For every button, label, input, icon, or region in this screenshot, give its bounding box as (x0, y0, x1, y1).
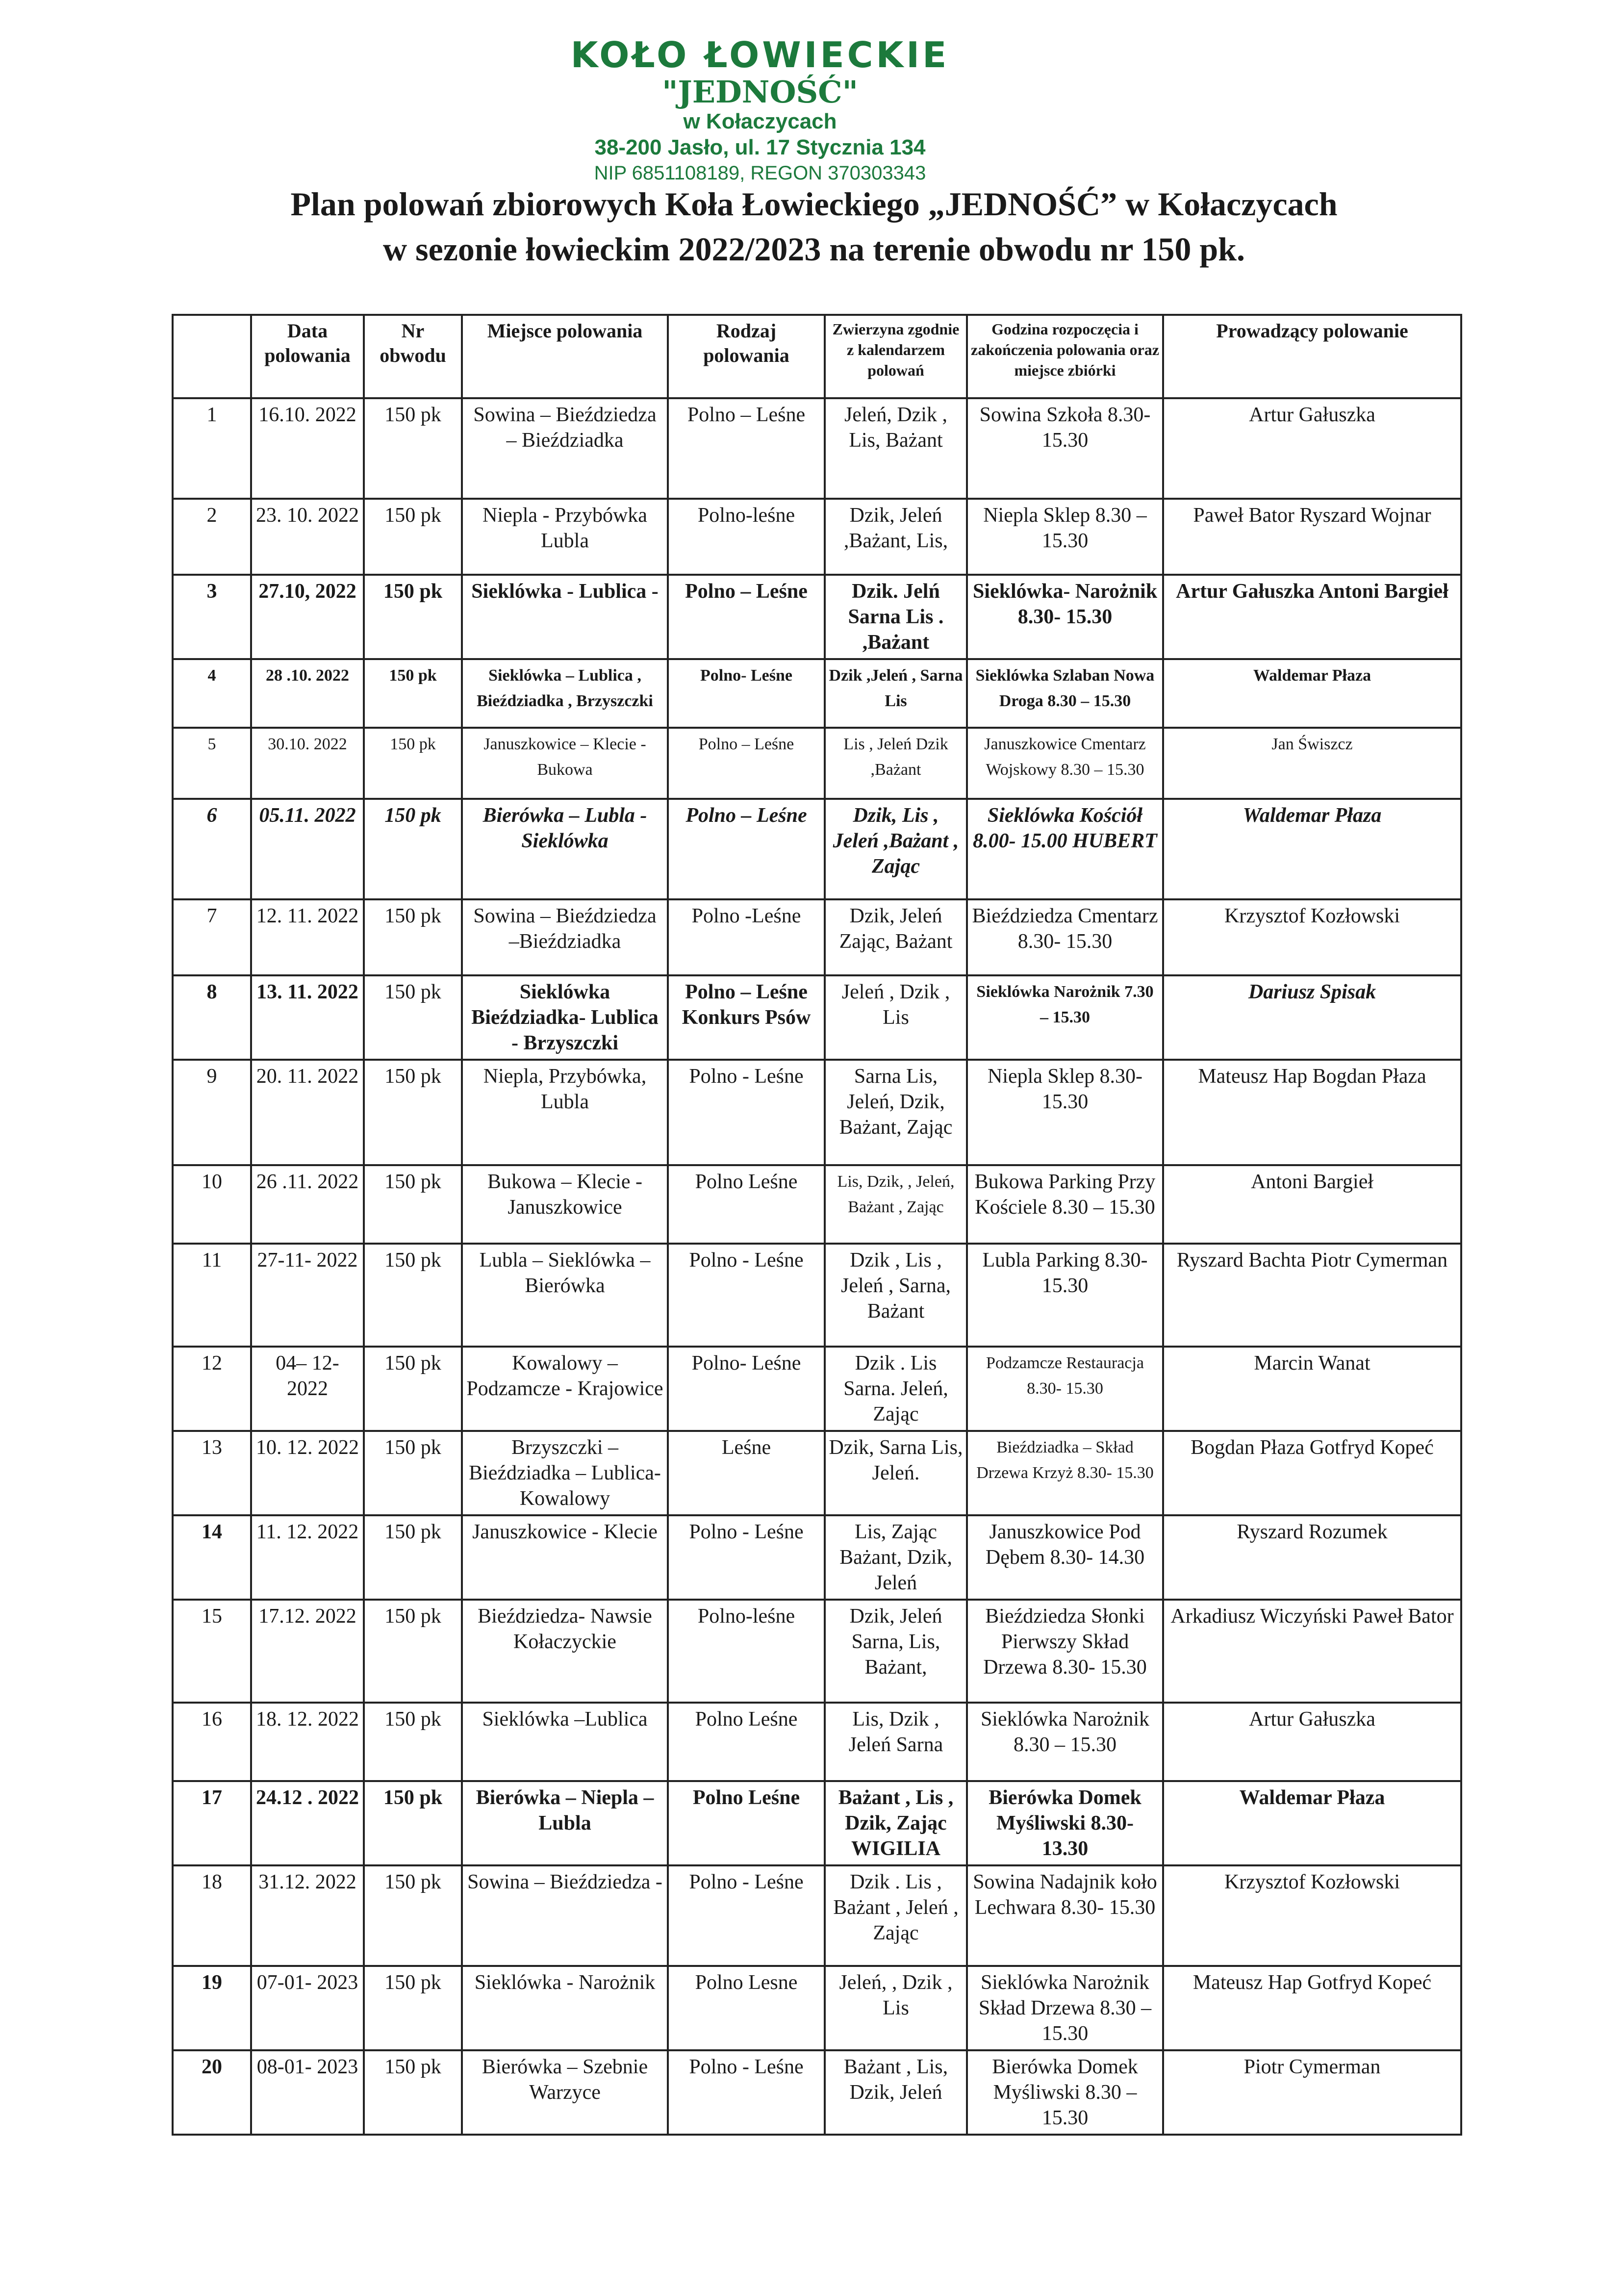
cell-time: Sieklówka- Narożnik 8.30- 15.30 (967, 575, 1163, 659)
cell-lp: 12 (173, 1347, 251, 1431)
table-row (173, 575, 1461, 659)
cell-type: Polno-leśne (668, 1600, 825, 1703)
cell-district: 150 pk (364, 1865, 462, 1966)
header-date: Data polowania (251, 315, 364, 398)
cell-place: Januszkowice – Klecie - Bukowa (462, 728, 668, 799)
cell-district: 150 pk (364, 975, 462, 1060)
cell-place: Niepla, Przybówka, Lubla (462, 1060, 668, 1165)
cell-place: Sieklówka Bieździadka- Lublica - Brzyszczki (462, 975, 668, 1060)
cell-time: Podzamcze Restauracja 8.30- 15.30 (967, 1347, 1163, 1431)
cell-place: Brzyszczki – Bieździadka – Lublica- Kowalowy (462, 1431, 668, 1515)
cell-time: Sieklówka Kościół 8.00- 15.00 HUBERT (967, 799, 1163, 899)
cell-lp: 4 (173, 659, 251, 728)
cell-date: 11. 12. 2022 (251, 1515, 364, 1600)
cell-district: 150 pk (364, 2050, 462, 2135)
cell-district: 150 pk (364, 1781, 462, 1865)
title-line-1: Plan polowań zbiorowych Koła Łowieckiego „JEDNOŚĆ” w Kołaczycach (290, 185, 1338, 223)
header-game: Zwierzyna zgodnie z kalendarzem polowań (825, 315, 967, 398)
cell-game: Sarna Lis, Jeleń, Dzik, Bażant, Zając (825, 1060, 967, 1165)
cell-type: Polno – Leśne (668, 398, 825, 499)
stamp-club-title: "JEDNOŚĆ" (662, 74, 858, 110)
cell-lp: 19 (173, 1966, 251, 2050)
cell-place: Bierówka – Szebnie Warzyce (462, 2050, 668, 2135)
cell-date: 20. 11. 2022 (251, 1060, 364, 1165)
table-row (173, 899, 1461, 975)
cell-leader: Piotr Cymerman (1163, 2050, 1461, 2135)
cell-leader: Mateusz Hap Gotfryd Kopeć (1163, 1966, 1461, 2050)
cell-district: 150 pk (364, 1060, 462, 1165)
table-row (173, 1165, 1461, 1244)
cell-district: 150 pk (364, 1431, 462, 1515)
cell-leader: Krzysztof Kozłowski (1163, 899, 1461, 975)
table-row (173, 728, 1461, 799)
cell-leader: Artur Gałuszka (1163, 398, 1461, 499)
cell-game: Dzik . Lis Sarna. Jeleń, Zając (825, 1347, 967, 1431)
cell-date: 13. 11. 2022 (251, 975, 364, 1060)
cell-time: Niepla Sklep 8.30- 15.30 (967, 1060, 1163, 1165)
cell-time: Sieklówka Narożnik 8.30 – 15.30 (967, 1703, 1163, 1781)
cell-game: Jeleń, , Dzik , Lis (825, 1966, 967, 2050)
cell-type: Polno -Leśne (668, 899, 825, 975)
hunt-schedule-table (172, 314, 1462, 2136)
cell-game: Dzik, Lis , Jeleń ,Bażant , Zając (825, 799, 967, 899)
cell-place: Sieklówka - Narożnik (462, 1966, 668, 2050)
cell-date: 26 .11. 2022 (251, 1165, 364, 1244)
table-row (173, 1515, 1461, 1600)
cell-district: 150 pk (364, 1165, 462, 1244)
cell-type: Polno – Leśne (668, 799, 825, 899)
cell-type: Polno Leśne (668, 1165, 825, 1244)
cell-type: Polno- Leśne (668, 1347, 825, 1431)
cell-place: Bierówka – Niepla – Lubla (462, 1781, 668, 1865)
cell-game: Lis , Jeleń Dzik ,Bażant (825, 728, 967, 799)
cell-game: Dzik , Lis , Jeleń , Sarna, Bażant (825, 1244, 967, 1347)
cell-lp: 8 (173, 975, 251, 1060)
cell-game: Jeleń, Dzik , Lis, Bażant (825, 398, 967, 499)
cell-date: 16.10. 2022 (251, 398, 364, 499)
cell-date: 18. 12. 2022 (251, 1703, 364, 1781)
cell-time: Sieklówka Narożnik Skład Drzewa 8.30 – 15.30 (967, 1966, 1163, 2050)
cell-game: Dzik. Jelń Sarna Lis . ,Bażant (825, 575, 967, 659)
cell-district: 150 pk (364, 799, 462, 899)
cell-lp: 3 (173, 575, 251, 659)
cell-leader: Krzysztof Kozłowski (1163, 1865, 1461, 1966)
cell-place: Kowalowy – Podzamcze - Krajowice (462, 1347, 668, 1431)
cell-type: Polno Leśne (668, 1781, 825, 1865)
cell-date: 08-01- 2023 (251, 2050, 364, 2135)
cell-time: Bierówka Domek Myśliwski 8.30- 13.30 (967, 1781, 1163, 1865)
cell-game: Lis, Zając Bażant, Dzik, Jeleń (825, 1515, 967, 1600)
cell-place: Niepla - Przybówka Lubla (462, 499, 668, 575)
cell-leader: Bogdan Płaza Gotfryd Kopeć (1163, 1431, 1461, 1515)
cell-game: Lis, Dzik , Jeleń Sarna (825, 1703, 967, 1781)
cell-type: Leśne (668, 1431, 825, 1515)
table-row (173, 1781, 1461, 1865)
cell-place: Bieździedza- Nawsie Kołaczyckie (462, 1600, 668, 1703)
cell-game: Bażant , Lis, Dzik, Jeleń (825, 2050, 967, 2135)
cell-type: Polno - Leśne (668, 1515, 825, 1600)
cell-type: Polno Lesne (668, 1966, 825, 2050)
cell-date: 28 .10. 2022 (251, 659, 364, 728)
table-row (173, 975, 1461, 1060)
cell-lp: 20 (173, 2050, 251, 2135)
cell-type: Polno - Leśne (668, 1865, 825, 1966)
cell-time: Sowina Szkoła 8.30- 15.30 (967, 398, 1163, 499)
cell-district: 150 pk (364, 728, 462, 799)
cell-leader: Marcin Wanat (1163, 1347, 1461, 1431)
table-row (173, 499, 1461, 575)
cell-lp: 15 (173, 1600, 251, 1703)
table-row (173, 1600, 1461, 1703)
header-place: Miejsce polowania (462, 315, 668, 398)
cell-district: 150 pk (364, 575, 462, 659)
cell-date: 23. 10. 2022 (251, 499, 364, 575)
table-row (173, 799, 1461, 899)
cell-game: Jeleń , Dzik , Lis (825, 975, 967, 1060)
cell-place: Bierówka – Lubla - Sieklówka (462, 799, 668, 899)
table-row (173, 1966, 1461, 2050)
cell-date: 24.12 . 2022 (251, 1781, 364, 1865)
cell-district: 150 pk (364, 1244, 462, 1347)
cell-time: Niepla Sklep 8.30 – 15.30 (967, 499, 1163, 575)
cell-leader: Ryszard Bachta Piotr Cymerman (1163, 1244, 1461, 1347)
cell-lp: 17 (173, 1781, 251, 1865)
cell-time: Januszkowice Pod Dębem 8.30- 14.30 (967, 1515, 1163, 1600)
cell-place: Sieklówka – Lublica , Bieździadka , Brzyszczki (462, 659, 668, 728)
cell-lp: 16 (173, 1703, 251, 1781)
cell-district: 150 pk (364, 1600, 462, 1703)
cell-game: Dzik, Jeleń Zając, Bażant (825, 899, 967, 975)
cell-lp: 5 (173, 728, 251, 799)
table-row (173, 659, 1461, 728)
stamp-location: w Kołaczycach (683, 109, 837, 133)
cell-leader: Paweł Bator Ryszard Wojnar (1163, 499, 1461, 575)
table-row (173, 1060, 1461, 1165)
cell-type: Polno Leśne (668, 1703, 825, 1781)
cell-lp: 1 (173, 398, 251, 499)
cell-place: Sowina – Bieździedza –Bieździadka (462, 899, 668, 975)
cell-leader: Antoni Bargieł (1163, 1165, 1461, 1244)
cell-leader: Artur Gałuszka Antoni Bargieł (1163, 575, 1461, 659)
cell-game: Dzik, Jeleń ,Bażant, Lis, (825, 499, 967, 575)
cell-lp: 14 (173, 1515, 251, 1600)
header-type: Rodzaj polowania (668, 315, 825, 398)
header-leader: Prowadzący polowanie (1163, 315, 1461, 398)
cell-lp: 9 (173, 1060, 251, 1165)
cell-type: Polno – Leśne (668, 575, 825, 659)
cell-date: 10. 12. 2022 (251, 1431, 364, 1515)
cell-place: Sieklówka –Lublica (462, 1703, 668, 1781)
club-stamp (564, 34, 956, 185)
cell-type: Polno-leśne (668, 499, 825, 575)
cell-time: Sieklówka Narożnik 7.30 – 15.30 (967, 975, 1163, 1060)
table-row (173, 2050, 1461, 2135)
cell-type: Polno - Leśne (668, 2050, 825, 2135)
cell-place: Sowina – Bieździedza - (462, 1865, 668, 1966)
table-row (173, 398, 1461, 499)
cell-game: Lis, Dzik, , Jeleń, Bażant , Zając (825, 1165, 967, 1244)
cell-lp: 2 (173, 499, 251, 575)
cell-lp: 13 (173, 1431, 251, 1515)
cell-district: 150 pk (364, 1966, 462, 2050)
table-row (173, 1431, 1461, 1515)
table-row (173, 1865, 1461, 1966)
cell-date: 07-01- 2023 (251, 1966, 364, 2050)
cell-leader: Arkadiusz Wiczyński Paweł Bator (1163, 1600, 1461, 1703)
cell-type: Polno- Leśne (668, 659, 825, 728)
cell-district: 150 pk (364, 1515, 462, 1600)
cell-leader: Dariusz Spisak (1163, 975, 1461, 1060)
cell-time: Bieździedza Słonki Pierwszy Skład Drzewa 8.30- 15.30 (967, 1600, 1163, 1703)
cell-time: Lubla Parking 8.30- 15.30 (967, 1244, 1163, 1347)
cell-place: Januszkowice - Klecie (462, 1515, 668, 1600)
cell-type: Polno - Leśne (668, 1060, 825, 1165)
header-district: Nr obwodu (364, 315, 462, 398)
cell-lp: 6 (173, 799, 251, 899)
cell-district: 150 pk (364, 499, 462, 575)
cell-game: Dzik, Sarna Lis, Jeleń. (825, 1431, 967, 1515)
cell-game: Dzik ,Jeleń , Sarna Lis (825, 659, 967, 728)
cell-lp: 11 (173, 1244, 251, 1347)
cell-date: 27-11- 2022 (251, 1244, 364, 1347)
cell-leader: Waldemar Płaza (1163, 1781, 1461, 1865)
cell-date: 04– 12- 2022 (251, 1347, 364, 1431)
cell-place: Bukowa – Klecie - Januszkowice (462, 1165, 668, 1244)
table-row (173, 1703, 1461, 1781)
cell-game: Dzik . Lis , Bażant , Jeleń , Zając (825, 1865, 967, 1966)
header-time: Godzina rozpoczęcia i zakończenia polowania oraz miejsce zbiórki (967, 315, 1163, 398)
title-line-2: w sezonie łowieckim 2022/2023 na terenie obwodu nr 150 pk. (383, 230, 1245, 268)
cell-time: Sowina Nadajnik koło Lechwara 8.30- 15.30 (967, 1865, 1163, 1966)
table-header-row (173, 315, 1461, 398)
cell-time: Sieklówka Szlaban Nowa Droga 8.30 – 15.30 (967, 659, 1163, 728)
cell-leader: Mateusz Hap Bogdan Płaza (1163, 1060, 1461, 1165)
cell-time: Bieździedza Cmentarz 8.30- 15.30 (967, 899, 1163, 975)
stamp-address: 38-200 Jasło, ul. 17 Stycznia 134 (594, 135, 926, 159)
cell-time: Bierówka Domek Myśliwski 8.30 – 15.30 (967, 2050, 1163, 2135)
cell-leader: Ryszard Rozumek (1163, 1515, 1461, 1600)
cell-district: 150 pk (364, 1347, 462, 1431)
cell-district: 150 pk (364, 1703, 462, 1781)
table-row (173, 1244, 1461, 1347)
cell-date: 30.10. 2022 (251, 728, 364, 799)
cell-time: Bukowa Parking Przy Kościele 8.30 – 15.30 (967, 1165, 1163, 1244)
cell-lp: 7 (173, 899, 251, 975)
cell-type: Polno – Leśne (668, 728, 825, 799)
stamp-tax-ids: NIP 6851108189, REGON 370303343 (594, 162, 926, 184)
header-lp (173, 315, 251, 398)
stamp-club-name: KOŁO ŁOWIECKIE (570, 34, 950, 76)
cell-time: Bieździadka – Skład Drzewa Krzyż 8.30- 15.30 (967, 1431, 1163, 1515)
cell-leader: Waldemar Płaza (1163, 659, 1461, 728)
cell-date: 27.10, 2022 (251, 575, 364, 659)
cell-leader: Jan Świszcz (1163, 728, 1461, 799)
cell-date: 12. 11. 2022 (251, 899, 364, 975)
cell-date: 05.11. 2022 (251, 799, 364, 899)
cell-date: 31.12. 2022 (251, 1865, 364, 1966)
cell-leader: Artur Gałuszka (1163, 1703, 1461, 1781)
cell-leader: Waldemar Płaza (1163, 799, 1461, 899)
cell-place: Lubla – Sieklówka – Bierówka (462, 1244, 668, 1347)
cell-lp: 18 (173, 1865, 251, 1966)
cell-district: 150 pk (364, 899, 462, 975)
cell-game: Bażant , Lis , Dzik, Zając WIGILIA (825, 1781, 967, 1865)
cell-lp: 10 (173, 1165, 251, 1244)
cell-type: Polno - Leśne (668, 1244, 825, 1347)
cell-time: Januszkowice Cmentarz Wojskowy 8.30 – 15.30 (967, 728, 1163, 799)
cell-place: Sieklówka - Lublica - (462, 575, 668, 659)
cell-date: 17.12. 2022 (251, 1600, 364, 1703)
table-row (173, 1347, 1461, 1431)
cell-type: Polno – Leśne Konkurs Psów (668, 975, 825, 1060)
document-title (147, 181, 1481, 272)
cell-game: Dzik, Jeleń Sarna, Lis, Bażant, (825, 1600, 967, 1703)
cell-district: 150 pk (364, 659, 462, 728)
cell-district: 150 pk (364, 398, 462, 499)
cell-place: Sowina – Bieździedza – Bieździadka (462, 398, 668, 499)
